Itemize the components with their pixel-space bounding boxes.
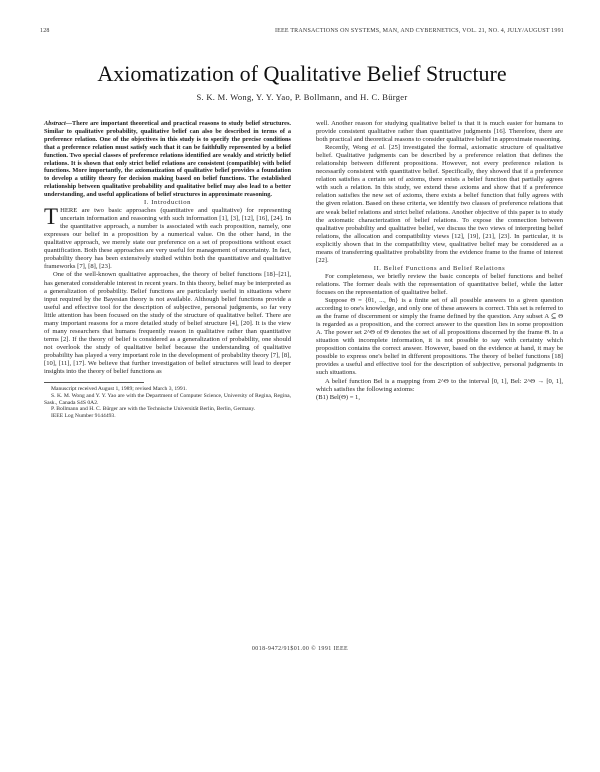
footnote-block (44, 386, 291, 420)
footnote-ieee-log: IEEE Log Number 9144493. (51, 413, 116, 420)
footnote-authors-2: P. Bollmann and H. C. Bürger are with the Technische Universität Berlin, Berlin, Germany. (51, 406, 256, 413)
intro-paragraph-2: One of the well-known qualitative approaches, the theory of belief functions [18]–[21], has generated considerable interest in recent years. In this theory, belief may be interpreted as a generalization of probability. Belief functions are particularly useful in situations where input required by the Bayesian theory is not available. Although belief functions provide a useful and effective tool for the description of subjective, personal judgments, so far very little attention has been focused on the study of the structure of qualitative belief. There are many important reasons for a more detailed study of belief structure [4], [20]. It is the view of many researchers that humans frequently reason in qualitative rather than quantitative terms [2]. If the theory of belief is considered as a generalization of probability, one should not overlook the study of qualitative belief because the understanding of qualitative probability has played a very important role in the development of probability theory [7], [8], [10], [11], [17]. We believe that further investigation of belief structures will lead to deeper insights into the theory of belief functions as (44, 271, 291, 376)
axiom-b1: (B1) Bel(Θ) = 1, (316, 393, 361, 401)
right-paragraph-3: For completeness, we briefly review the basic concepts of belief functions and belief relations. The former deals with the representation of quantitative belief, while the latter focuses on the representation of qualitative belief. (316, 272, 563, 296)
author-list: S. K. M. Wong, Y. Y. Yao, P. Bollmann, and H. C. Bürger (196, 92, 408, 102)
intro-paragraph-1-text: HERE are two basic approaches (quantitative and qualitative) for representing uncertain information and reasoning with such information [1], [3], [12], [16], [24]. In the quantitative approach, a number is associated with each proposition, namely, one expresses our belief in a proposition by a numerical value. On the other hand, in the qualitative approach, we merely state our preference on a set of propositions without exact quantification. Both these approaches are very useful for management of uncertainty. In fact, probability theory has been extensively studied within both the quantitative and qualitative frameworks [7], [8], [23]. (44, 207, 291, 271)
abstract-label: Abstract— (44, 120, 72, 127)
section-heading-belief-functions: II. Belief Functions and Belief Relations (373, 264, 506, 272)
right-paragraph-2-rest: [25] investigated the formal, axiomatic structure of qualitative belief. Qualitative judgments can be described by a preference relation that defines the relationship between different propositions. However, not every preference relation is necessarily consistent with quantitative belief. Specifically, they showed that if a preference relation satisfies a certain set of axioms, there exists a belief function that partially agrees with such a relation. In this study, we extend these axioms and show that if a preference relation satisfies the new set of axioms, there exists a belief function that fully agrees with the given relation. Based on these criteria, we identify two classes of preference relations that are weak belief relations and strict belief relations. Another objective of this paper is to study the axiomatic characterization of belief relations. To expose the connection between qualitative probability and qualitative belief, we discuss the two views of interpreting belief relations, the allocation and compatibility views [12], [19], [21], [23]. In particular, it is explicitly shown that in the compatibility view, qualitative belief may be considered as a means of transferring qualitative probability from the evidence frame to the frame of interest [22]. (316, 144, 563, 264)
intro-paragraph-1 (44, 204, 291, 271)
right-paragraph-1: well. Another reason for studying qualitative belief is that it is much easier for humans to provide consistent qualitative rather than quantitative judgments [16]. Therefore, there are both practical and theoretical reasons to consider qualitative belief in approximate reasoning. (316, 120, 563, 144)
right-column (316, 120, 563, 402)
paper-title: Axiomatization of Qualitative Belief Structure (97, 61, 507, 86)
journal-line: IEEE TRANSACTIONS ON SYSTEMS, MAN, AND CYBERNETICS, VOL. 21, NO. 4, JULY/AUGUST 1991 (274, 28, 564, 34)
abstract-text: There are important theoretical and practical reasons to study belief structures. Similar to qualitative probability, qualitative belief can also be described in terms of a preference relation. One of the objectives in this study is to specify the precise conditions that a preference relation must satisfy such that it can be faithfully represented by a belief function. Two special classes of preference relations identified are weakly and strictly belief relations. It is shown that only strict belief relations are consistent (compatible) with belief functions. More importantly, the axiomatization of qualitative belief provides a foundation to develop a utility theory for decision making based on belief functions. The established relationship between qualitative probability and qualitative belief may also lead to a better understanding, and useful applications of belief structures in approximate reasoning. (44, 120, 291, 199)
right-paragraph-2-etal: et al. (371, 144, 386, 152)
abstract (44, 120, 291, 199)
drop-cap: T (44, 204, 59, 230)
right-paragraph-5: A belief function Bel is a mapping from 2^Θ to the interval [0, 1], Bel: 2^Θ → [0, 1], which satisfies the following axioms: (316, 377, 563, 393)
page-number: 128 (40, 28, 50, 34)
footnotes (44, 382, 291, 420)
right-paragraph-2 (316, 144, 563, 265)
footnote-received: Manuscript received August 1, 1989; revised March 3, 1991. (51, 386, 187, 393)
footnote-authors-1: S. K. M. Wong and Y. Y. Yao are with the Department of Computer Science, University of Regina, Regina, Sask., Canada S4S 0A2. (44, 392, 291, 406)
section-heading-introduction: I. Introduction (143, 199, 192, 207)
left-column (44, 120, 291, 420)
copyright-line: 0018-9472/91$01.00 © 1991 IEEE (251, 646, 349, 652)
right-paragraph-2-start: Recently, Wong (325, 144, 372, 152)
right-paragraph-4: Suppose Θ = {θ1, ..., θn} is a finite set of all possible answers to a given question according to one's knowledge, and only one of these answers is correct. This set is referred to as the frame of discernment or simply the frame defined by the question. Any subset A ⊆ Θ is regarded as a proposition, and the correct answer to the question lies in some proposition A. The power set 2^Θ of Θ denotes the set of all propositions discerned by the frame Θ. In a situation with incomplete information, it is not possible to say with certainty which proposition contains the correct answer. However, based on the evidence at hand, it may be possible to express one's belief in different propositions. The theory of belief functions [18] provides a useful and effective tool for the description of subjective, personal judgments in such situations. (316, 297, 563, 377)
